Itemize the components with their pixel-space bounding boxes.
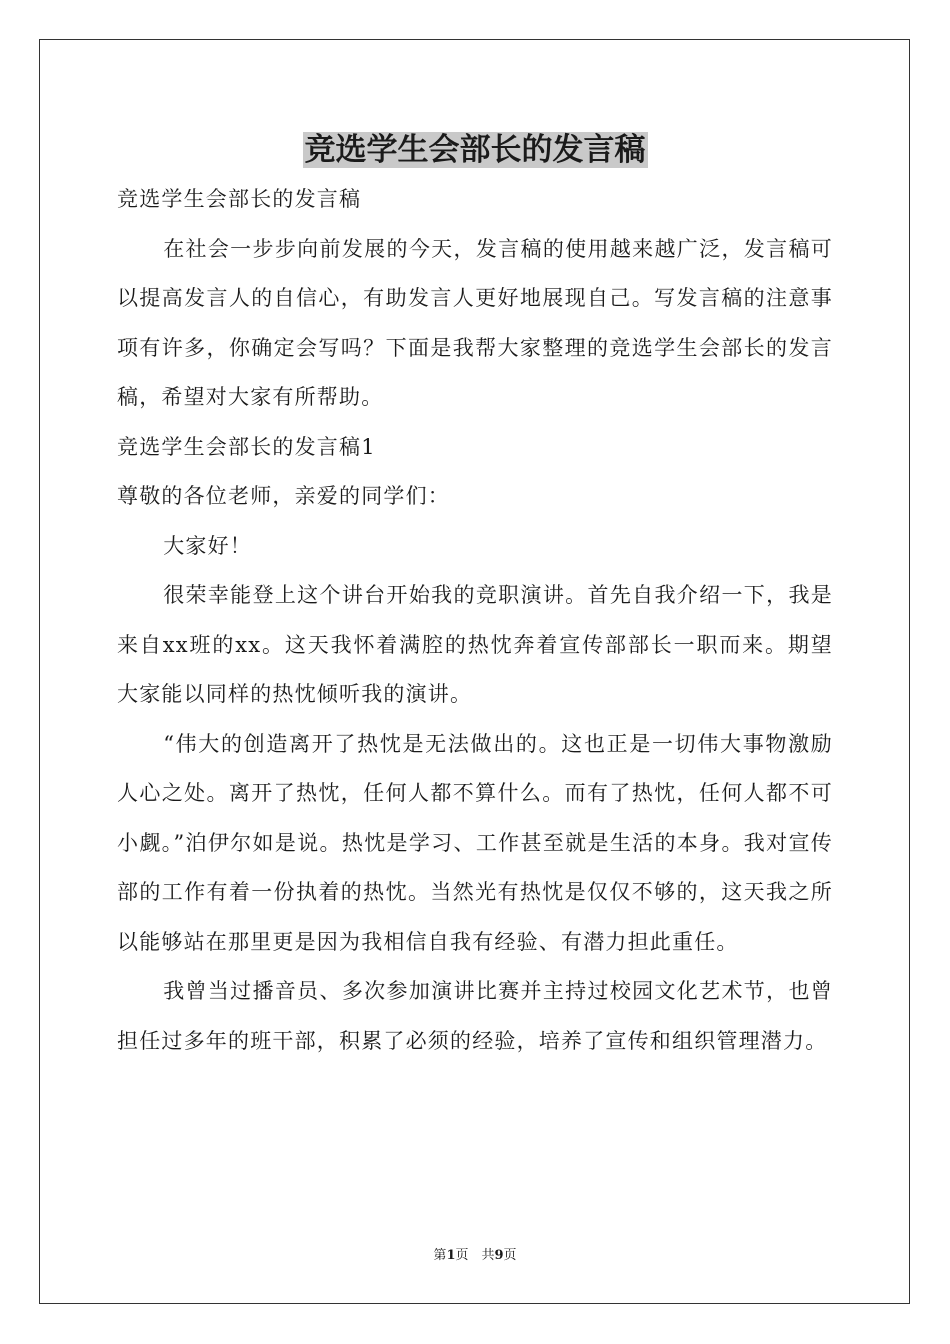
section-heading: 竞选学生会部长的发言稿1 [117,434,376,459]
intro-paragraph: 在社会一步步向前发展的今天，发言稿的使用越来越广泛，发言稿可以提高发言人的自信心，有助发言人更好地展现自己。写发言稿的注意事项有许多，你确定会写吗？下面是我帮大家整理的竞选学生会部长的发言稿，希望对大家有所帮助。 [117,236,833,409]
document-title [0,128,950,172]
salutation: 尊敬的各位老师，亲爱的同学们： [117,484,450,508]
body-paragraph-2: “伟大的创造离开了热忱是无法做出的。这也正是一切伟大事物激励人心之处。离开了热忱，任何人都不算什么。而有了热忱，任何人都不可小觑。”泊伊尔如是说。热忱是学习、工作甚至就是生活的本身。我对宣传部的工作有着一份执着的热忱。当然光有热忱是仅仅不够的，这天我之所以能够站在那里更是因为我相信自我有经验、有潜力担此重任。 [117,731,833,954]
footer-suffix: 页 [503,1248,517,1263]
footer-total-pages: 9 [494,1248,504,1263]
footer-page-number: 1 [446,1248,456,1263]
body-paragraph-3: 我曾当过播音员、多次参加演讲比赛并主持过校园文化艺术节，也曾担任过多年的班干部，积累了必须的经验，培养了宣传和组织管理潜力。 [117,979,833,1053]
document-title-text: 竞选学生会部长的发言稿 [304,132,646,168]
footer-prefix: 第 [433,1248,447,1263]
greeting: 大家好！ [163,533,252,558]
subtitle: 竞选学生会部长的发言稿 [117,187,362,211]
footer-middle: 页 共 [455,1248,495,1263]
document-body [117,175,833,1066]
page-footer [0,1247,950,1265]
body-paragraph-1: 很荣幸能登上这个讲台开始我的竞职演讲。首先自我介绍一下，我是来自xx班的xx。这天我怀着满腔的热忱奔着宣传部部长一职而来。期望大家能以同样的热忱倾听我的演讲。 [117,583,833,706]
